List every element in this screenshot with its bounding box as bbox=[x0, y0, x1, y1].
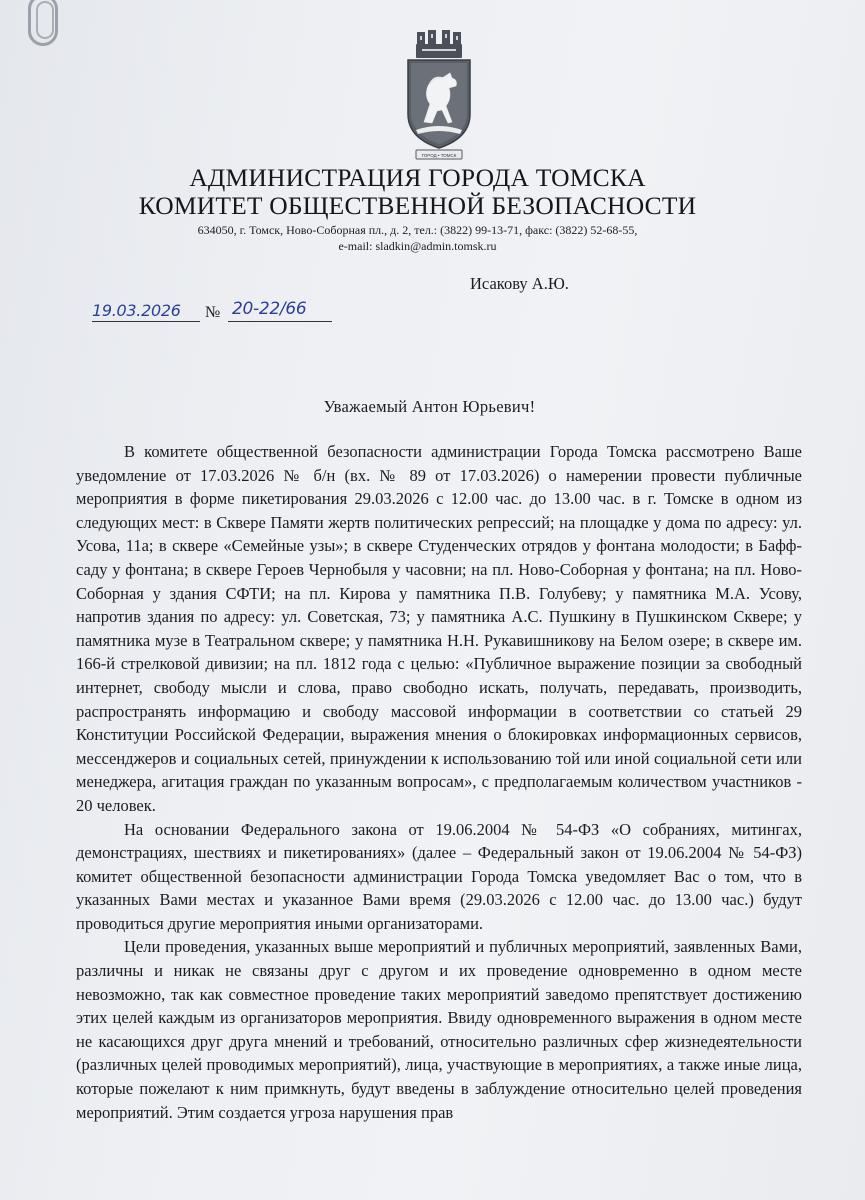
addressee: Исакову А.Ю. bbox=[470, 274, 569, 293]
paragraph-legal-basis: На основании Федерального закона от 19.06.2004 № 54-ФЗ «О собраниях, митингах, демонстрациях, шествиях и пикетированиях» (далее – Федеральный закон от 19.06.2004 № 54-ФЗ) комитет общественной безопасности администрации Города Томска уведомляет Вас о том, что в указанных Вами местах и указанное Вами время (29.03.2026 с 12.00 час. до 13.00 час.) будут проводиться другие мероприятия иными организаторами. bbox=[76, 819, 802, 933]
paragraph-reasons: Цели проведения, указанных выше мероприятий и публичных мероприятий, заявленных Вами, различны и никак не связаны друг с другом и их проведение одновременно в одном месте невозможно, так как совместное проведение таких мероприятий заведомо препятствует достижению этих целей каждым из организаторов мероприятия. Ввиду одновременного выражения в одном месте не касающихся друг друга мнений и требований, относительно различных сфер жизнедеятельности (различных целей проводимых мероприятий), лица, участвующие в мероприятиях, а также иные лица, которые пожелают к ним примкнуть, будут введены в заблуждение относительно целей проведения мероприятий. Этим создается угроза нарушения прав bbox=[76, 937, 802, 1122]
tomsk-coat-of-arms-emblem bbox=[404, 26, 474, 164]
contact-email: e-mail: sladkin@admin.tomsk.ru bbox=[338, 239, 497, 253]
committee-name: КОМИТЕТ ОБЩЕСТВЕННОЙ БЕЗОПАСНОСТИ bbox=[138, 191, 697, 220]
paragraph-notice-review: В комитете общественной безопасности администрации Города Томска рассмотрено Ваше уведомление от 17.03.2026 № б/н (вх. № 89 от 17.03.2026) о намерении провести публичные мероприятия в форме пикетирования 29.03.2026 с 12.00 час. до 13.00 час. в г. Томске в одном из следующих мест: в Сквере Памяти жертв политических репрессий; на площадке у дома по адресу: ул. Усова, 11а; в сквере «Семейные узы»; в сквере Студенческих отрядов у фонтана молодости; в Бафф-саду у фонтана; в сквере Героев Чернобыля у часовни; на пл. Ново-Соборная у фонтана; на пл. Ново-Соборная у здания СФТИ; на пл. Кирова у памятника П.В. Голубеву; у памятника М.А. Усову, напротив здания по адресу: ул. Советская, 73; у памятника А.С. Пушкину в Пушкинском Сквере; у памятника музе в Театральном сквере; у памятника Н.Н. Рукавишникову на Белом озере; в сквере им. 166-й стрелковой дивизии; на пл. 1812 года с целью: «Публичное выражение позиции за свободный интернет, свободу мысли и слова, право свободно искать, получать, передавать, производить, распространять информацию и свободу массовой информации в соответствии со статьей 29 Конституции Российской Федерации, выражения мнения о блокировках информационных сервисов, мессенджеров и социальных сетей, принуждении к использованию той или иной социальной сети или менеджера, агитация граждан по указанным вопросам», с предполагаемым количеством участников - 20 человек. bbox=[76, 442, 802, 815]
handwritten-number: 20-22/66 bbox=[232, 299, 307, 319]
salutation: Уважаемый Антон Юрьевич! bbox=[323, 397, 536, 416]
contact-address: 634050, г. Томск, Ново-Соборная пл., д. 2, тел.: (3822) 99-13-71, факс: (3822) 52-68-55, bbox=[197, 223, 638, 237]
paper-clip bbox=[28, 0, 58, 46]
emblem-ribbon-text: ГОРОД • ТОМСК bbox=[421, 153, 457, 158]
handwritten-date: 19.03.2026 bbox=[92, 301, 181, 320]
number-sign: № bbox=[205, 304, 221, 321]
date-underline bbox=[92, 321, 200, 322]
number-underline bbox=[228, 321, 332, 322]
letter-body bbox=[76, 440, 802, 1124]
organization-name: АДМИНИСТРАЦИЯ ГОРОДА ТОМСКА bbox=[189, 163, 646, 192]
